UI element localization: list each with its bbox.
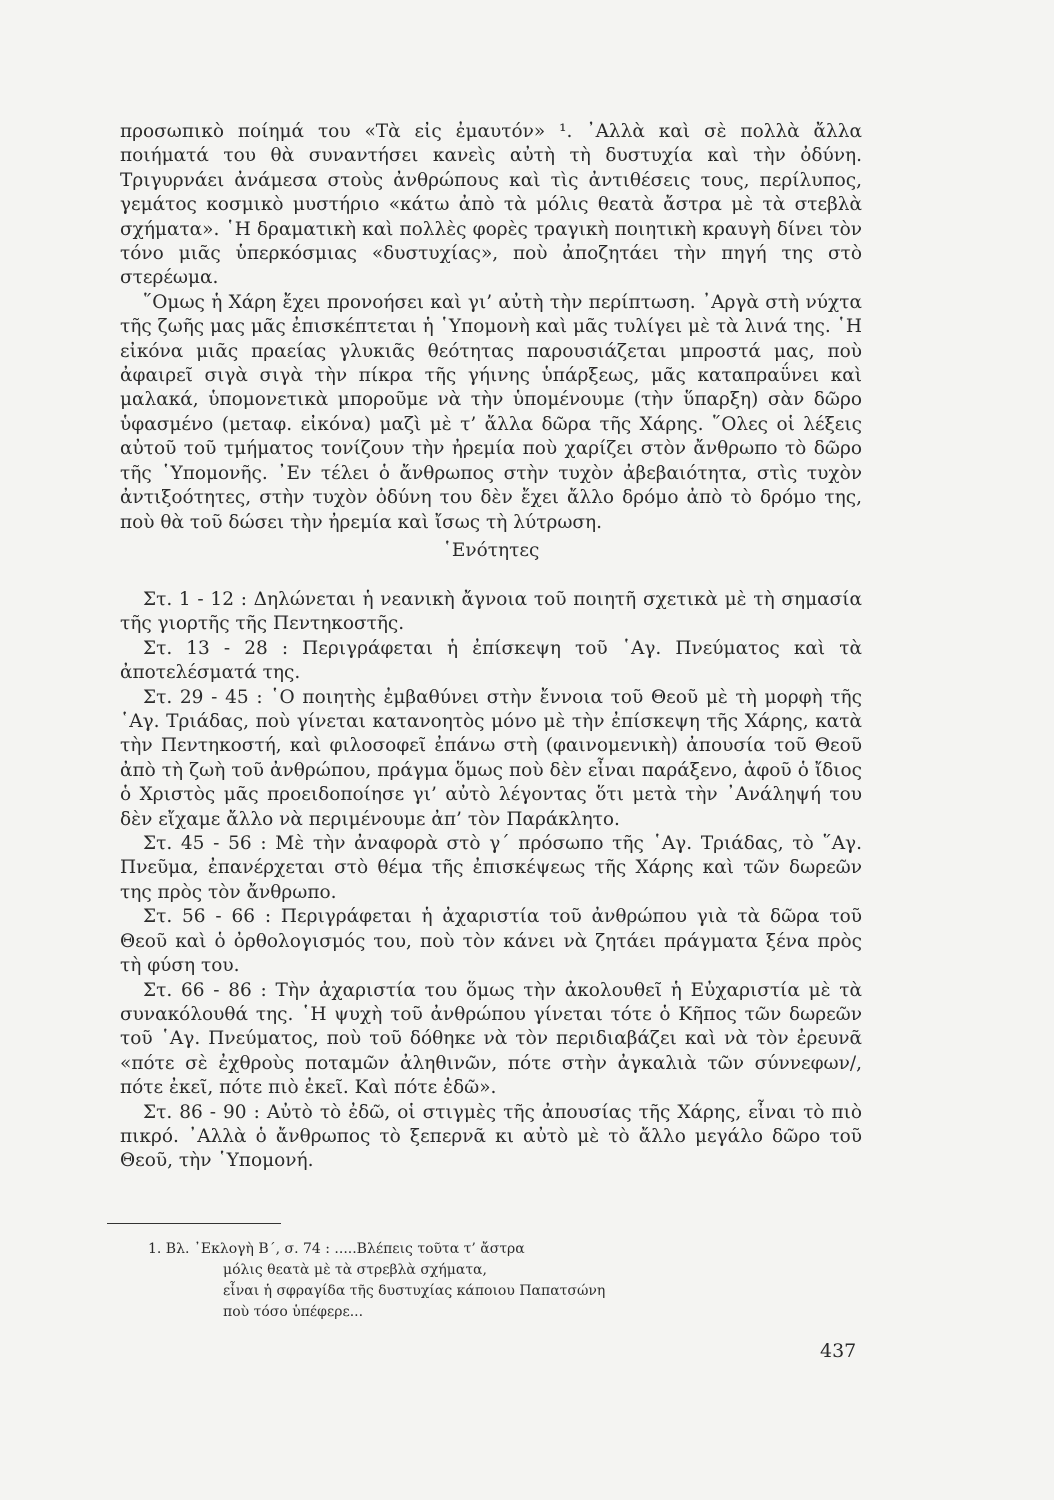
section-entry: Στ. 86 - 90 : Αὐτὸ τὸ ἐδῶ, οἱ στιγμὲς τῆς ἀπουσίας τῆς Χάρης, εἶναι τὸ πιὸ πικρό. ᾿Αλλὰ ὁ ἄνθρωπος τὸ ξεπερνᾶ κι αὐτὸ μὲ τὸ ἄλλο μεγάλο δῶρο τοῦ Θεοῦ, τὴν ῾Υπομονή. [120,1101,862,1172]
footnote-line: εἶναι ἡ σφραγίδα τῆς δυστυχίας κάποιου Παπατσώνη [223,1283,606,1299]
section-entry: Στ. 66 - 86 : Τὴν ἀχαριστία του ὅμως τὴν ἀκολουθεῖ ἡ Εὐχαριστία μὲ τὰ συνακόλουθά της. ῾Η ψυχὴ τοῦ ἀνθρώπου γίνεται τότε ὁ Κῆπος τῶν δωρεῶν τοῦ ῾Αγ. Πνεύματος, ποὺ τοῦ δόθηκε νὰ τὸν περιδιαβάζει καὶ νὰ τὸν ἐρευνᾶ «πότε σὲ ἐχθροὺς ποταμῶν ἀληθινῶν, πότε στὴν ἀγκαλιὰ τῶν σύννεφων/, πότε ἐκεῖ, πότε πιὸ ἐκεῖ. Καὶ πότε ἐδῶ». [120,979,862,1099]
footnote-line: ποὺ τόσο ὑπέφερε... [223,1304,364,1320]
footnote [148,1239,788,1323]
paragraph-1: προσωπικὸ ποίημά του «Τὰ εἰς ἐμαυτόν» ¹. ᾿Αλλὰ καὶ σὲ πολλὰ ἄλλα ποιήματά του θὰ συναντήσει κανεὶς αὐτὴ τὴ δυστυχία καὶ τὴν ὀδύνη. Τριγυρνάει ἀνάμεσα στοὺς ἀνθρώπους καὶ τὶς ἀντιθέσεις τους, περίλυπος, γεμάτος κοσμικὸ μυστήριο «κάτω ἀπὸ τὰ μόλις θεατὰ ἄστρα μὲ τὰ στεβλὰ σχήματα». ῾Η δραματικὴ καὶ πολλὲς φορὲς τραγικὴ ποιητικὴ κραυγὴ δίνει τὸν τόνο μιᾶς ὑπερκόσμιας «δυστυχίας», ποὺ ἀποζητάει τὴν πηγή της στὸ στερέωμα. [120,121,862,289]
page-number: 437 [820,1340,857,1362]
section-entry: Στ. 56 - 66 : Περιγράφεται ἡ ἀχαριστία τοῦ ἀνθρώπου γιὰ τὰ δῶρα τοῦ Θεοῦ καὶ ὁ ὀρθολογισμός του, ποὺ τὸν κάνει νὰ ζητάει πράγματα ξένα πρὸς τὴ φύση του. [120,906,862,977]
section-entry: Στ. 45 - 56 : Μὲ τὴν ἀναφορὰ στὸ γ΄ πρόσωπο τῆς ῾Αγ. Τριάδας, τὸ ῞Αγ. Πνεῦμα, ἐπανέρχεται στὸ θέμα τῆς ἐπισκέψεως τῆς Χάρης καὶ τῶν δωρεῶν της πρὸς τὸν ἄνθρωπο. [120,833,862,903]
footnote-rule [107,1223,281,1224]
section-heading: ῾Ενότητες [442,540,540,561]
footnote-line: μόλις θεατὰ μὲ τὰ στρεβλὰ σχήματα, [223,1262,487,1278]
section-entry: Στ. 1 - 12 : Δηλώνεται ἡ νεανικὴ ἄγνοια τοῦ ποιητῆ σχετικὰ μὲ τὴ σημασία τῆς γιορτῆς τῆς Πεντηκοστῆς. [120,589,862,635]
body-text-top [120,120,862,535]
section-entry: Στ. 13 - 28 : Περιγράφεται ἡ ἐπίσκεψη τοῦ ῾Αγ. Πνεύματος καὶ τὰ ἀποτελέσματά της. [120,637,862,684]
paragraph-2: ῞Ομως ἡ Χάρη ἔχει προνοήσει καὶ γι’ αὐτὴ τὴν περίπτωση. ᾿Αργὰ στὴ νύχτα τῆς ζωῆς μας μᾶς ἐπισκέπτεται ἡ ῾Υπομονὴ καὶ μᾶς τυλίγει μὲ τὰ λινά της. ῾Η εἰκόνα μιᾶς πραείας γλυκιᾶς θεότητας παρουσιάζεται μπροστά μας, ποὺ ἀφαιρεῖ σιγὰ σιγὰ τὴν πίκρα τῆς γήινης ὑπάρξεως, μᾶς καταπραΰνει καὶ μαλακά, ὑπομονετικὰ μποροῦμε νὰ τὴν ὑπομένουμε (τὴν ὕπαρξη) σὰν δῶρο ὑφασμένο (μεταφ. εἰκόνα) μαζὶ μὲ τ’ ἄλλα δῶρα τῆς Χάρης. ῞Ολες οἱ λέξεις αὐτοῦ τοῦ τμήματος τονίζουν τὴν ἠρεμία ποὺ χαρίζει στὸν ἄνθρωπο τὸ δῶρο τῆς ῾Υπομονῆς. ᾿Εν τέλει ὁ ἄνθρωπος στὴν τυχὸν ἀβεβαιότητα, στὶς τυχὸν ἀντιξοότητες, στὴν τυχὸν ὀδύνη του δὲν ἔχει ἄλλο δρόμο ἀπὸ τὸ δρόμο της, ποὺ θὰ τοῦ δώσει τὴν ἠρεμία καὶ ἴσως τὴ λύτρωση. [120,291,862,533]
section-entry: Στ. 29 - 45 : ῾Ο ποιητὴς ἐμβαθύνει στὴν ἔννοια τοῦ Θεοῦ μὲ τὴ μορφὴ τῆς ῾Αγ. Τριάδας, ποὺ γίνεται κατανοητὸς μόνο μὲ τὴν ἐπίσκεψη τῆς Χάρης, κατὰ τὴν Πεντηκοστή, καὶ φιλοσοφεῖ ἐπάνω στὴ (φαινομενικὴ) ἀπουσία τοῦ Θεοῦ ἀπὸ τὴ ζωὴ τοῦ ἀνθρώπου, πράγμα ὅμως ποὺ δὲν εἶναι παράξενο, ἀφοῦ ὁ ἴδιος ὁ Χριστὸς μᾶς προειδοποίησε γι’ αὐτὸ λέγοντας ὅτι μετὰ τὴν ᾿Ανάληψή του δὲν εἴχαμε ἄλλο νὰ περιμένουμε ἀπ’ τὸν Παράκλητο. [120,686,862,830]
footnote-line: 1. Βλ. ᾿Εκλογὴ Β΄, σ. 74 : .....Βλέπεις τοῦτα τ’ ἄστρα [148,1241,525,1257]
sections-list [120,588,862,1174]
